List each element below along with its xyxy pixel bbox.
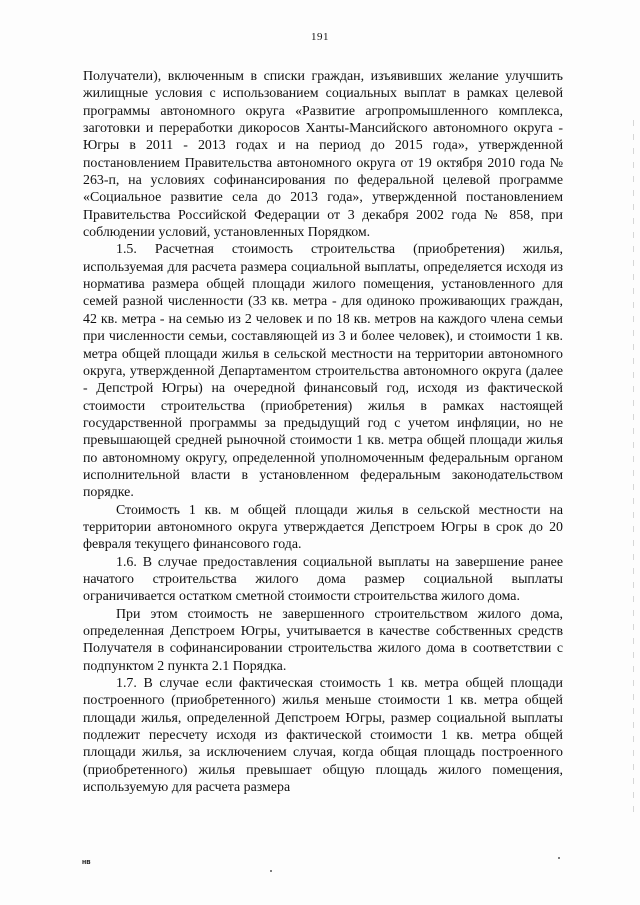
paragraph-1-6: 1.6. В случае предоставления социальной выплаты на завершение ранее начатого строительства жилого дома размер социальной выплаты ограничивается остатком сметной стоимости строительства жилого дома. (83, 554, 563, 605)
paragraph-recipients: Получатели), включенным в списки граждан, изъявивших желание улучшить жилищные условия с использованием социальных выплат в рамках целевой программы автономного округа «Развитие агропромышленного комплекса, заготовки и переработки дикоросов Ханты-Мансийского автономного округа - Югры в 2011 - 2013 годах и на период до 2015 года», утвержденной постановлением Правительства автономного округа от 19 октября 2010 года № 263-п, на условиях софинансирования по федеральной целевой программе «Социальное развитие села до 2013 года», утвержденной постановлением Правительства Российской Федерации от 3 декабря 2002 года № 858, при соблюдении условий, установленных Порядком. (83, 69, 563, 241)
paragraph-1-5: 1.5. Расчетная стоимость строительства (приобретения) жилья, используемая для расчета размера социальной выплаты, определяется исходя из норматива размера общей площади жилого помещения, установленного для семей разной численности (33 кв. метра - для одиноко проживающих граждан, 42 кв. метра - на семью из 2 человек и по 18 кв. метров на каждого члена семьи при численности семьи, составляющей из 3 и более человек), и стоимости 1 кв. метра общей площади жилья в сельской местности на территории автономного округа, утвержденной Департаментом строительства автономного округа (далее - Депстрой Югры) на очередной финансовый год, исходя из фактической стоимости строительства (приобретения) жилья в рамках настоящей государственной программы за предыдущий год с учетом инфляции, но не превышающей средней рыночной стоимости 1 кв. метра общей площади жилья по автономному округу, определенной уполномоченным федеральным органом исполнительной власти в установленном федеральным законодательством порядке. (83, 242, 563, 501)
document-body (83, 68, 563, 796)
footer-initials: нв (82, 859, 91, 866)
paragraph-unfinished-construction: При этом стоимость не завершенного строительством жилого дома, определенная Депстроем Югры, учитывается в качестве собственных средств Получателя в софинансировании строительства жилого дома в соответствии с подпунктом 2 пункта 2.1 Порядка. (83, 606, 563, 674)
scan-speck (558, 857, 560, 859)
paragraph-1-7: 1.7. В случае если фактическая стоимость 1 кв. метра общей площади построенного (приобретенного) жилья меньше стоимости 1 кв. метра общей площади жилья, определенной Депстроем Югры, размер социальной выплаты подлежит пересчету исходя из фактической стоимости 1 кв. метра общей площади жилья, за исключением случая, когда общая площадь построенного (приобретенного) жилья превышает общую площадь жилого помещения, используемую для расчета размера (83, 676, 563, 796)
scan-speck (270, 870, 272, 872)
page-number: 191 (311, 31, 329, 43)
scan-edge-shadow (633, 120, 634, 820)
paragraph-cost-approval: Стоимость 1 кв. м общей площади жилья в сельской местности на территории автономного округа утверждается Депстроем Югры в срок до 20 февраля текущего финансового года. (83, 502, 563, 553)
